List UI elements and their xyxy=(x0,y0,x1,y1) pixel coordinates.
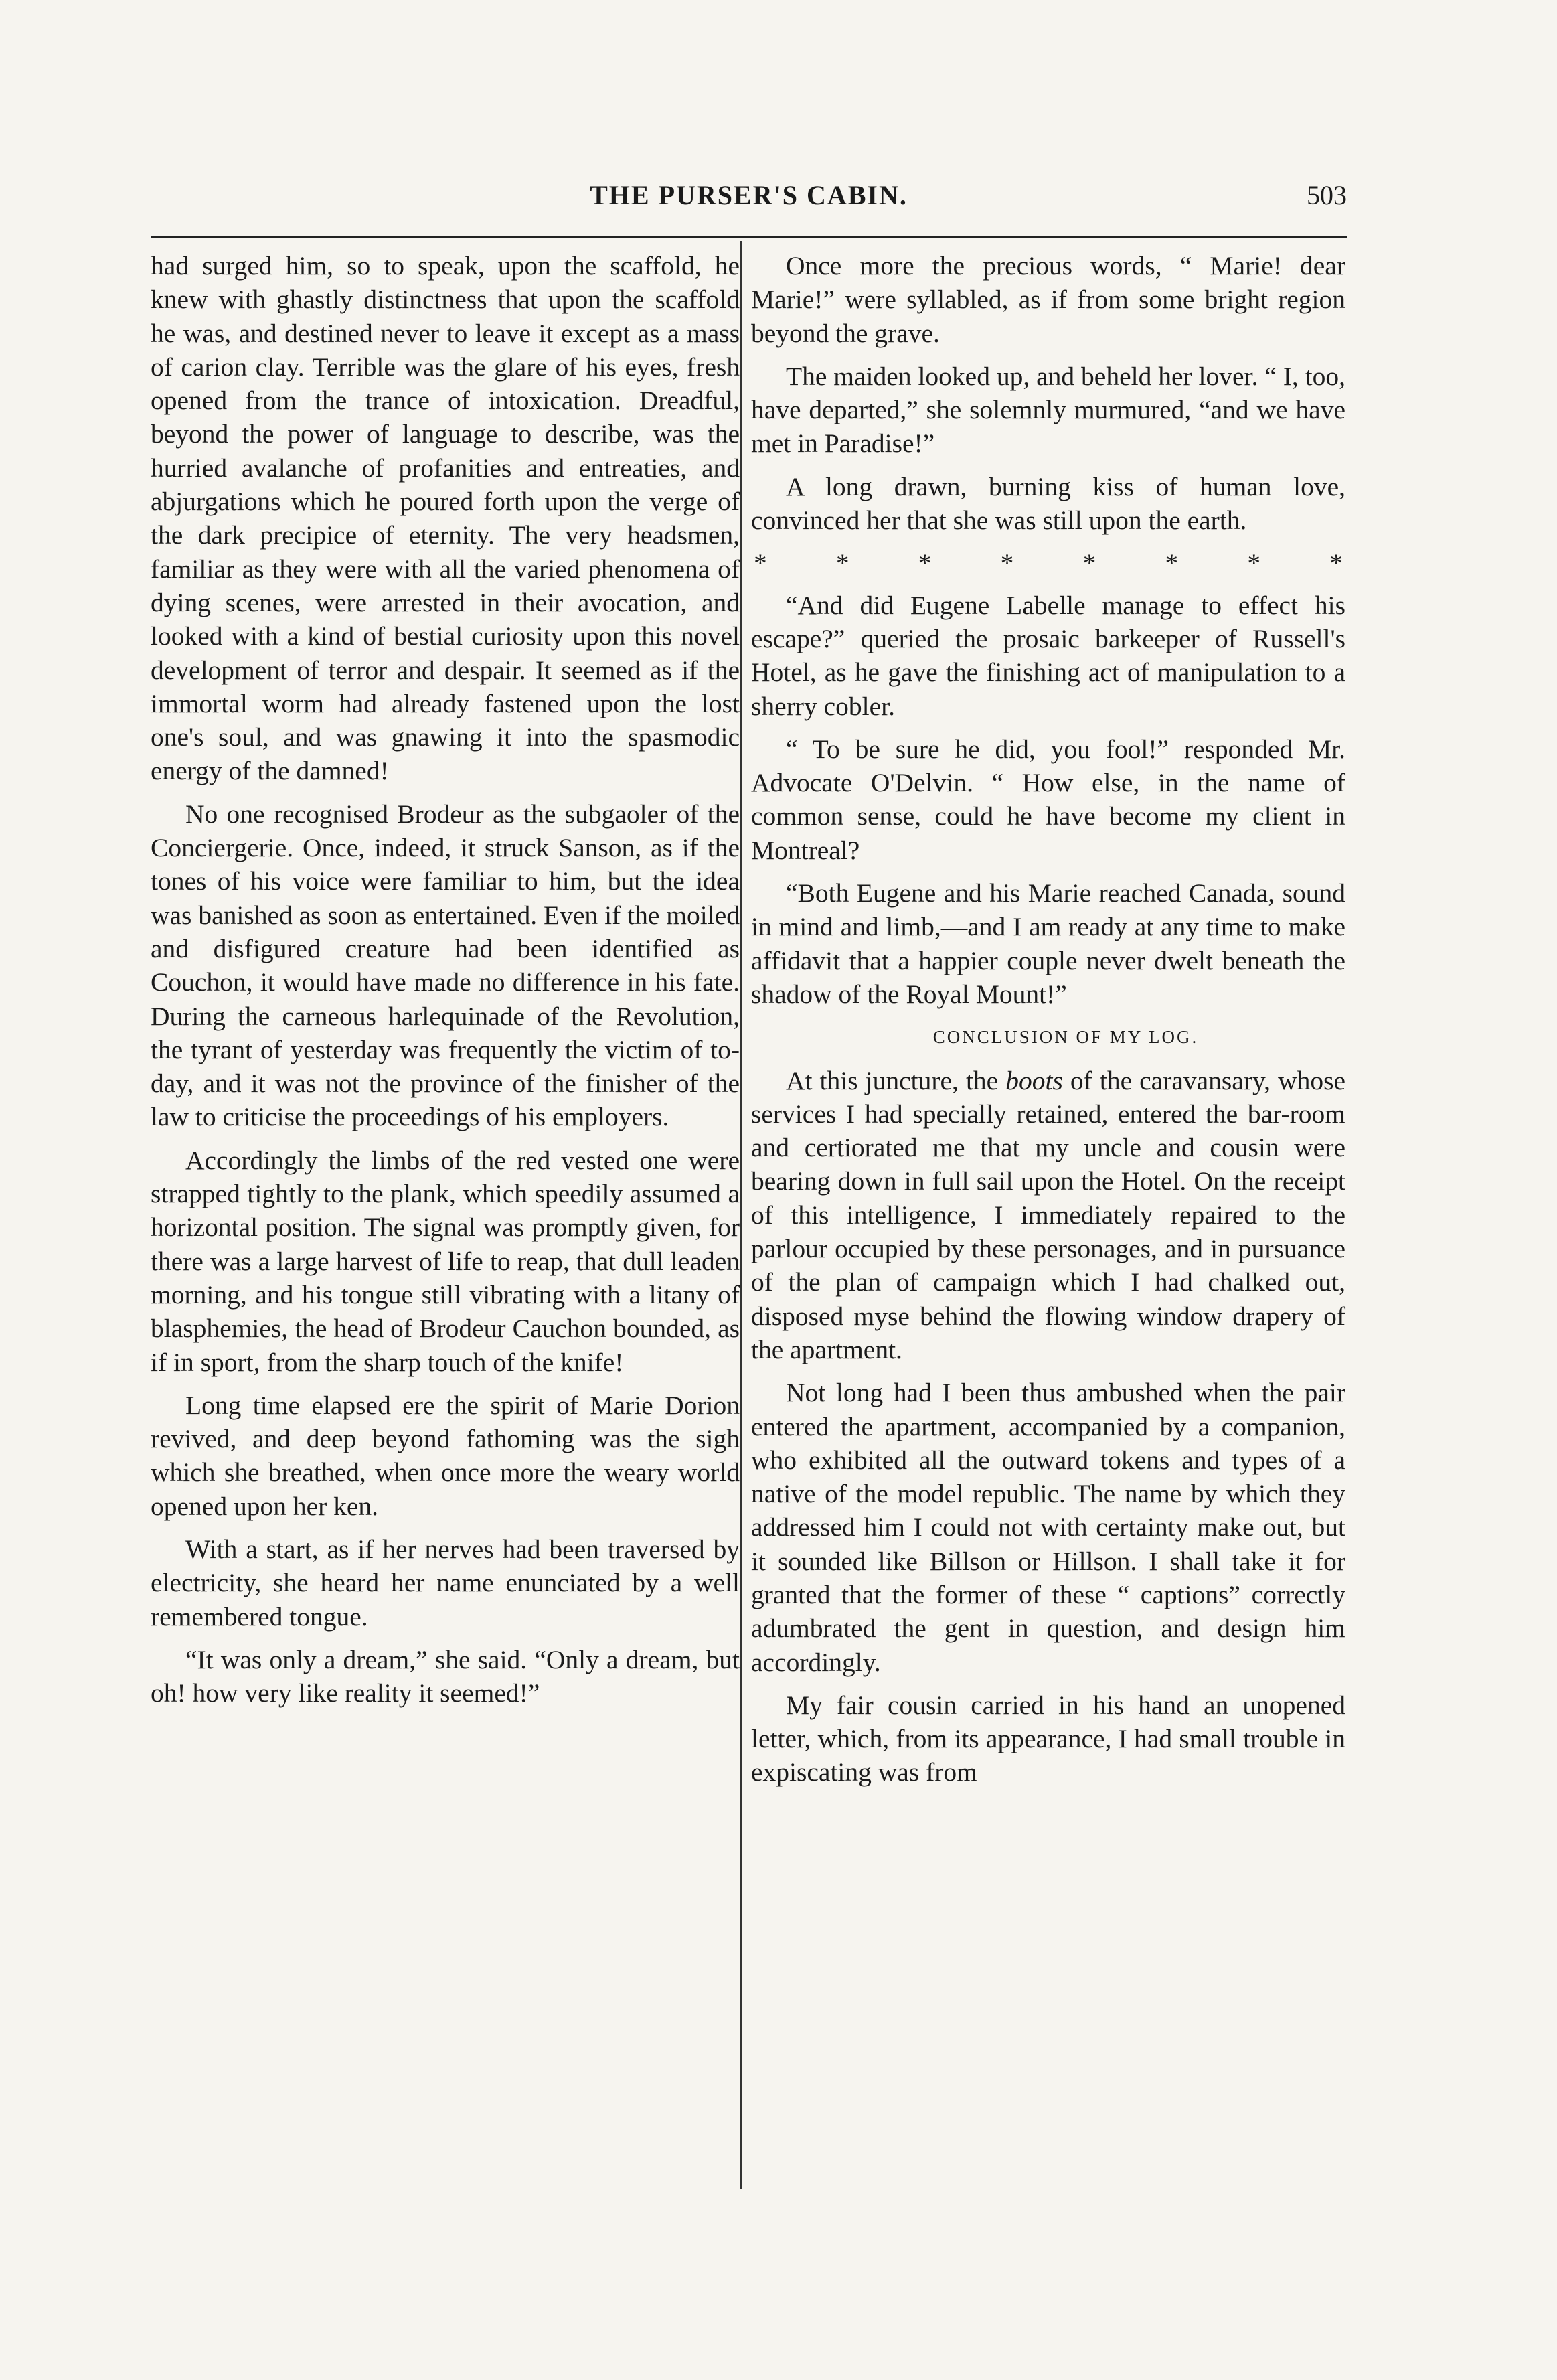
section-break-asterisks xyxy=(751,546,1345,580)
paragraph-text: At this juncture, the xyxy=(786,1065,1006,1095)
page-header xyxy=(151,175,1347,222)
asterisk: * xyxy=(1329,548,1343,578)
italic-word: boots xyxy=(1005,1065,1063,1095)
asterisk: * xyxy=(1165,548,1179,578)
asterisk: * xyxy=(1247,548,1261,578)
paragraph: “ To be sure he did, you fool!” responded Mr. Advocate O'Delvin. “ How else, in the name of common sense, could he have become my client in Montreal? xyxy=(751,734,1345,865)
column-divider xyxy=(740,241,742,2189)
right-column xyxy=(751,249,1345,1799)
paragraph-text: of the caravansary, whose services I had specially retained, entered the bar-room and certiorated me that my uncle and cousin were bearing down in full sail upon the Hotel. On the receipt of this intelligence, I immediately repaired to the parlour occupied by these personages, and in pursuance of the plan of campaign which I had chalked out, disposed myse behind the flowing window drapery of the apartment. xyxy=(751,1065,1345,1364)
page-number: 503 xyxy=(1307,180,1347,210)
paragraph: My fair cousin carried in his hand an unopened letter, which, from its appearance, I had small trouble in expiscating was from xyxy=(751,1690,1345,1788)
paragraph: Accordingly the limbs of the red vested one were strapped tightly to the plank, which speedily assumed a horizontal position. The signal was promptly given, for there was a large harvest of life to reap, that dull leaden morning, and his tongue still vibrating with a litany of blasphemies, the head of Brodeur Cauchon bounded, as if in sport, from the sharp touch of the knife! xyxy=(151,1145,740,1377)
paragraph: “It was only a dream,” she said. “Only a dream, but oh! how very like reality it seemed!” xyxy=(151,1644,740,1709)
paragraph: Long time elapsed ere the spirit of Marie Dorion revived, and deep beyond fathoming was the sigh which she breathed, when once more the weary world opened upon her ken. xyxy=(151,1390,740,1521)
paragraph xyxy=(751,1064,1345,1367)
paragraph: A long drawn, burning kiss of human love, convinced her that she was still upon the earth. xyxy=(751,471,1345,536)
asterisk: * xyxy=(1000,548,1014,578)
asterisk: * xyxy=(1082,548,1096,578)
paragraph: No one recognised Brodeur as the subgaoler of the Conciergerie. Once, indeed, it struck Sanson, as if the tones of his voice were familiar to him, but the idea was banished as soon as entertained. Even if the moiled and disfigured creature had been identified as Couchon, it would have made no difference in his fate. During the carneous harlequinade of the Revolution, the tyrant of yesterday was frequently the victim of to-day, and it was not the province of the finisher of the law to criticise the proceedings of his employers. xyxy=(151,799,740,1132)
paragraph: Once more the precious words, “ Marie! dear Marie!” were syllabled, as if from some bright region beyond the grave. xyxy=(751,251,1345,348)
paragraph: “Both Eugene and his Marie reached Canada, sound in mind and limb,—and I am ready at any time to make affidavit that a happier couple never dwelt beneath the shadow of the Royal Mount!” xyxy=(751,878,1345,1009)
asterisk: * xyxy=(754,548,767,578)
paragraph: Not long had I been thus ambushed when the pair entered the apartment, accompanied by a companion, who exhibited all the outward tokens and types of a native of the model republic. The name by which they addressed him I could not with certainty make out, but it sounded like Billson or Hillson. I shall take it for granted that the former of these “ captions” correctly adumbrated the gent in question, and design him accordingly. xyxy=(751,1378,1345,1677)
paragraph: had surged him, so to speak, upon the scaffold, he knew with ghastly distinctness that upon the scaffold he was, and destined never to leave it except as a mass of carion clay. Terrible was the glare of his eyes, fresh opened from the trance of intoxication. Dreadful, beyond the power of language to describe, was the hurried avalanche of profanities and entreaties, and abjurgations which he poured forth upon the verge of the dark precipice of eternity. The very headsmen, familiar as they were with all the varied phenomena of dying scenes, were arrested in their avocation, and looked with a kind of bestial curiosity upon this novel development of terror and despair. It seemed as if the immortal worm had already fastened upon the lost one's soul, and was gnawing it into the spasmodic energy of the damned! xyxy=(151,251,740,786)
left-column xyxy=(151,249,740,1719)
running-title: THE PURSER'S CABIN. xyxy=(590,180,908,210)
paragraph: The maiden looked up, and beheld her lover. “ I, too, have departed,” she solemnly murmured, “and we have met in Paradise!” xyxy=(751,361,1345,459)
header-rule xyxy=(151,236,1347,238)
section-heading: CONCLUSION OF MY LOG. xyxy=(932,1027,1199,1048)
asterisk: * xyxy=(835,548,849,578)
asterisk: * xyxy=(918,548,932,578)
paragraph: “And did Eugene Labelle manage to effect his escape?” queried the prosaic barkeeper of Russell's Hotel, as he gave the finishing act of manipulation to a sherry cobler. xyxy=(751,590,1345,721)
paragraph: With a start, as if her nerves had been traversed by electricity, she heard her name enunciated by a well remembered tongue. xyxy=(151,1534,740,1632)
